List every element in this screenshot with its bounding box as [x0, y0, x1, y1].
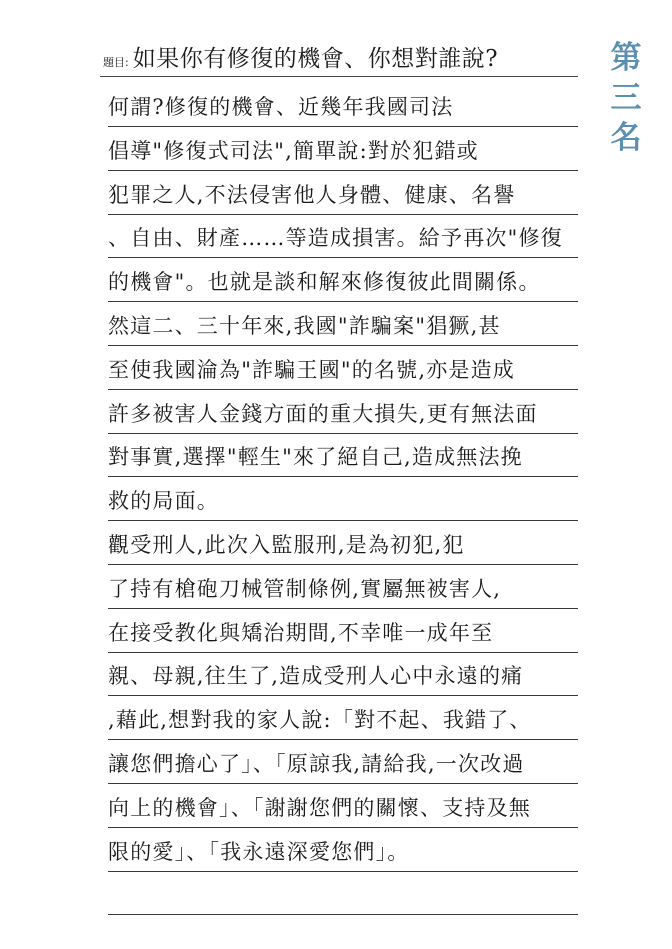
essay-line [108, 305, 578, 345]
essay-line-text: 在接受教化與矯治期間,不幸唯一成年至 [108, 620, 494, 645]
ruled-line [108, 608, 578, 609]
ruled-line [108, 564, 578, 565]
essay-line-text: 限的愛」、「我永遠深愛您們」。 [108, 839, 410, 864]
essay-line [108, 130, 578, 170]
essay-line-text: 許多被害人金錢方面的重大損失,更有無法面 [108, 401, 538, 426]
ruled-line [108, 214, 578, 215]
essay-line [108, 217, 578, 257]
essay-line [108, 436, 578, 476]
essay-title-row [103, 42, 593, 76]
ruled-line [108, 301, 578, 302]
essay-line-text: 犯罪之人,不法侵害他人身體、健康、名譽 [108, 182, 516, 207]
essay-line [108, 480, 578, 520]
essay-line [108, 787, 578, 827]
essay-line-text: 觀受刑人,此次入監服刑,是為初犯,犯 [108, 533, 465, 557]
essay-line-text: 至使我國淪為"詐騙王國"的名號,亦是造成 [108, 357, 515, 382]
ruled-line [108, 652, 578, 653]
prize-char: 名 [610, 120, 642, 156]
essay-line-text: 倡導"修復式司法",簡單說:對於犯錯或 [108, 138, 479, 163]
essay-line [108, 524, 578, 564]
essay-line-text: 了持有槍砲刀械管制條例,實屬無被害人, [108, 576, 502, 601]
essay-line [108, 612, 578, 652]
prize-char: 三 [610, 80, 642, 116]
prize-label [604, 38, 648, 158]
ruled-line [108, 827, 578, 828]
essay-line [108, 831, 578, 871]
essay-line [108, 349, 578, 389]
ruled-line [108, 126, 578, 127]
essay-line-text: 救的局面。 [108, 489, 219, 514]
essay-line-text: 、自由、財產……等造成損害。給予再次"修復 [108, 226, 563, 251]
ruled-line [108, 476, 578, 477]
ruled-line [108, 871, 578, 872]
essay-line-text: 然這二、三十年來,我國"詐騙案"猖獗,甚 [108, 314, 501, 338]
essay-line [108, 174, 578, 214]
title-label: 題目: [103, 56, 129, 69]
essay-line [108, 699, 578, 739]
essay-title: 如果你有修復的機會、你想對誰說? [132, 46, 499, 72]
ruled-line [108, 433, 578, 434]
essay-line-text: 何謂?修復的機會、近幾年我國司法 [108, 95, 454, 119]
essay-line [108, 874, 578, 914]
ruled-line [108, 389, 578, 390]
essay-line-text: 親、母親,往生了,造成受刑人心中永遠的痛 [108, 664, 524, 689]
title-underline [100, 76, 578, 77]
ruled-line [108, 520, 578, 521]
essay-line-text: ,藉此,想對我的家人說:「對不起、我錯了、 [108, 708, 532, 733]
essay-line [108, 86, 578, 126]
essay-line-text: 讓您們擔心了」、「原諒我,請給我,一次改過 [108, 752, 525, 776]
essay-line [108, 393, 578, 433]
ruled-line [108, 345, 578, 346]
ruled-line [108, 914, 578, 915]
essay-line-text: 向上的機會」、「謝謝您們的關懷、支持及無 [108, 795, 531, 820]
ruled-line [108, 170, 578, 171]
essay-line [108, 261, 578, 301]
essay-line-text: 對事實,選擇"輕生"來了絕自己,造成無法挽 [108, 445, 523, 470]
essay-line [108, 655, 578, 695]
ruled-line [108, 739, 578, 740]
essay-line [108, 743, 578, 783]
essay-line-text: 的機會"。也就是談和解來修復彼此間關係。 [108, 270, 541, 295]
prize-char: 第 [610, 40, 642, 76]
essay-line [108, 568, 578, 608]
ruled-line [108, 695, 578, 696]
ruled-line [108, 783, 578, 784]
ruled-line [108, 257, 578, 258]
